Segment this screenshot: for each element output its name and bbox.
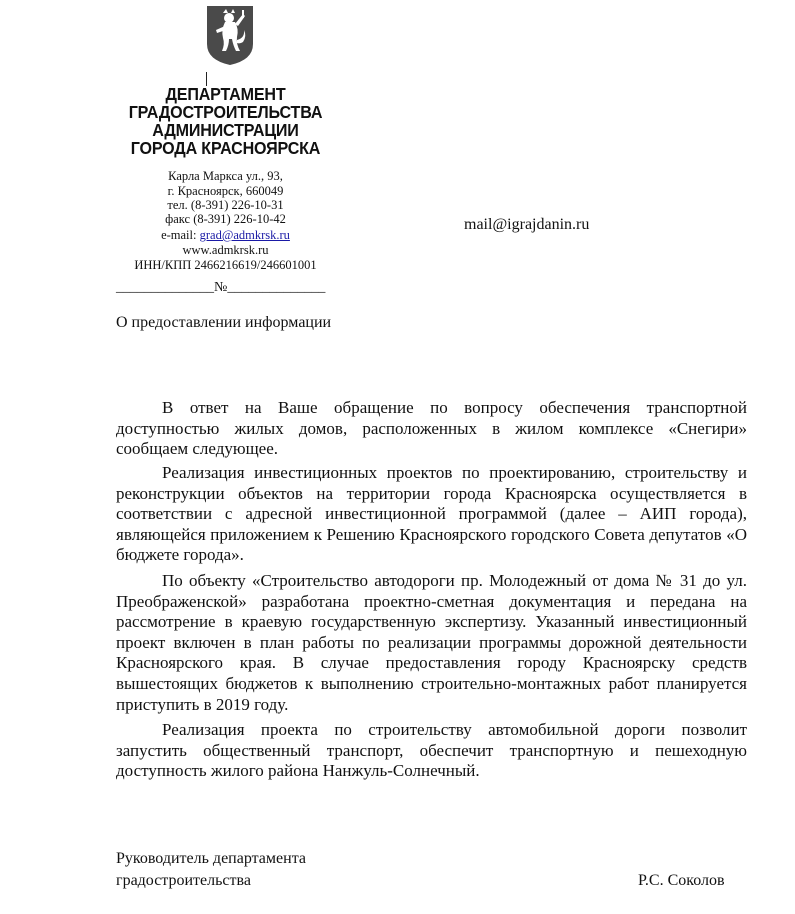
org-name-line-2: ГРАДОСТРОИТЕЛЬСТВА <box>128 102 323 122</box>
registration-number-line: ______________№______________ <box>116 280 326 295</box>
email-link[interactable]: grad@admkrsk.ru <box>199 228 290 242</box>
sender-city: г. Красноярск, 660049 <box>167 184 284 198</box>
signatory-position-line-1: Руководитель департамента <box>116 850 306 867</box>
sender-website: www.admkrsk.ru <box>182 243 269 257</box>
recipient-email: mail@igrajdanin.ru <box>464 216 590 233</box>
sender-phone: тел. (8-391) 226-10-31 <box>167 198 284 212</box>
body-paragraph-2: Реализация инвестиционных проектов по проектированию, строительству и реконструкции объектов на территории города Красноярска осуществляется в соответствии с адресной инвестиционной программой (далее – АИП города), являющейся приложением к Решению Красноярского городского Совета депутатов «О бюджете города». <box>116 463 747 565</box>
sender-street: Карла Маркса ул., 93, <box>168 169 283 183</box>
sender-email-line <box>108 228 343 243</box>
signatory-name: Р.С. Соколов <box>638 872 725 889</box>
body-paragraph-3: По объекту «Строительство автодороги пр. Молодежный от дома № 31 до ул. Преображенской» разработана проектно-сметная документация и передана на рассмотрение в краевую государственную экспертизу. Указанный инвестиционный проект включен в план работы по реализации программы дорожной деятельности Красноярского края. В случае предоставления городу Красноярску средств вышестоящих бюджетов к выполнению строительно-монтажных работ планируется приступить в 2019 году. <box>116 571 747 714</box>
body-paragraph-4: Реализация проекта по строительству автомобильной дороги позволит запустить общественный транспорт, обеспечит транспортную и пешеходную доступность жилого района Нанжуль-Солнечный. <box>116 720 747 781</box>
sender-inn-kpp: ИНН/КПП 2466216619/246601001 <box>134 258 317 272</box>
org-name-line-4: ГОРОДА КРАСНОЯРСКА <box>130 138 321 158</box>
org-name-line-1: ДЕПАРТАМЕНТ <box>165 84 286 104</box>
letter-subject: О предоставлении информации <box>116 314 332 331</box>
signatory-position-line-2: градостроительства <box>116 872 251 889</box>
org-name-line-3: АДМИНИСТРАЦИИ <box>152 120 299 140</box>
body-paragraph-1: В ответ на Ваше обращение по вопросу обеспечения транспортной доступностью жилых домов, расположенных в жилом комплексе «Снегири» сообщаем следующее. <box>116 398 747 459</box>
email-label: e-mail: <box>161 228 200 242</box>
krasnoyarsk-coat-of-arms-icon <box>205 4 255 66</box>
sender-fax: факс (8-391) 226-10-42 <box>165 212 286 226</box>
